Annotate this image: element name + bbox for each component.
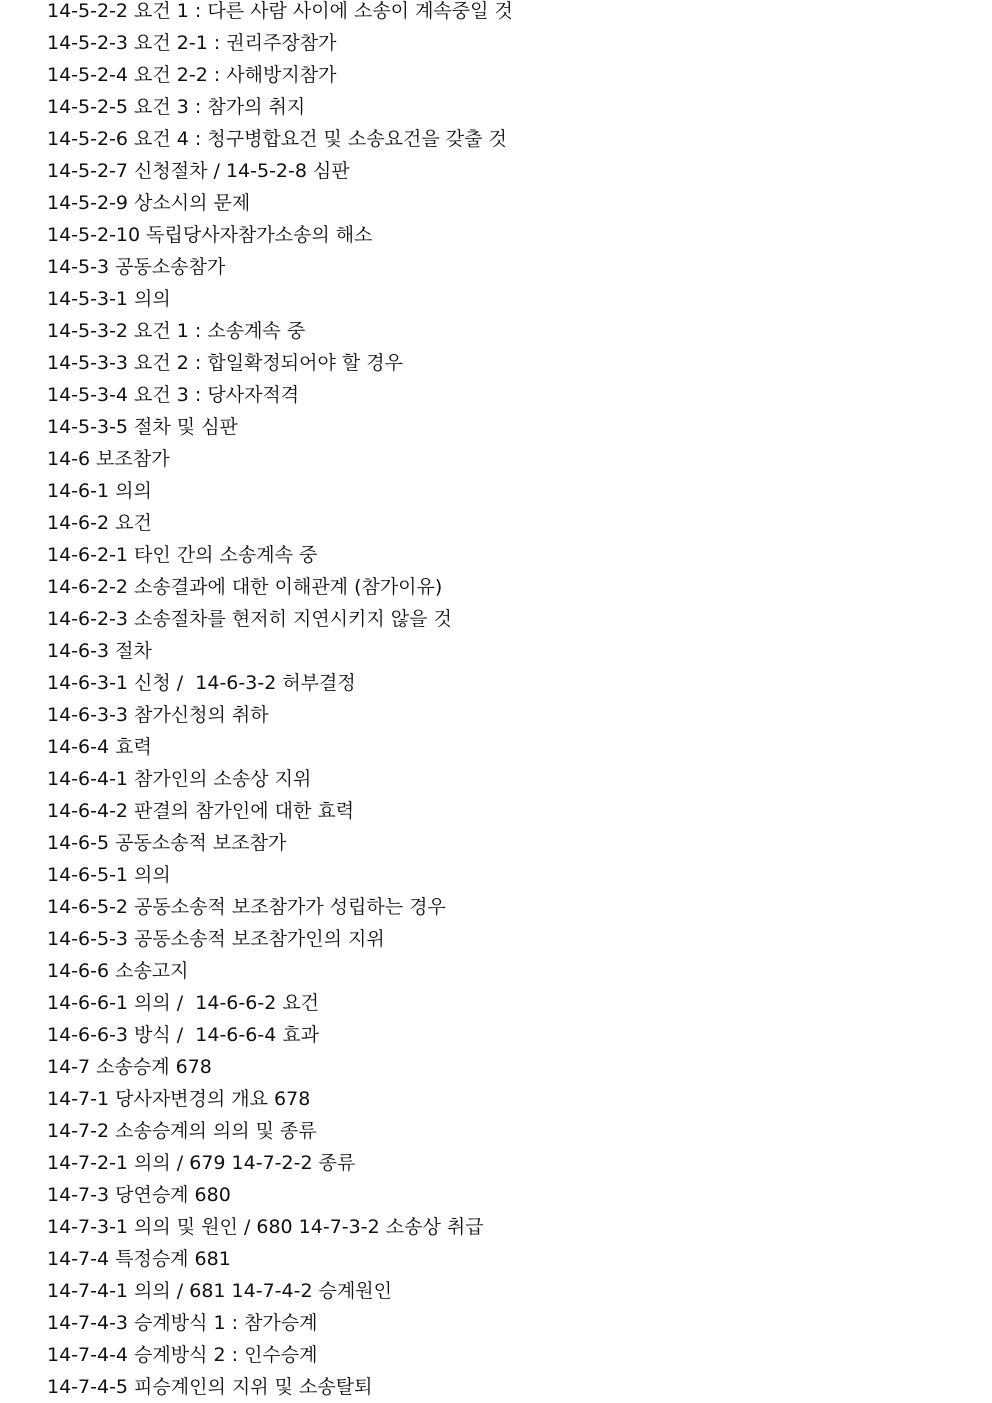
toc-entry: 14-6-2-1 타인 간의 소송계속 중 — [47, 544, 318, 566]
toc-entry: 14-6-3 절차 — [47, 640, 152, 662]
toc-entry: 14-6-1 의의 — [47, 480, 152, 502]
toc-entry: 14-6-2 요건 — [47, 512, 152, 534]
toc-entry: 14-6-3-1 신청 / 14-6-3-2 허부결정 — [47, 672, 356, 694]
toc-entry: 14-7 소송승계 678 — [47, 1056, 212, 1078]
toc-entry: 14-7-2 소송승계의 의의 및 종류 — [47, 1120, 317, 1142]
toc-entry: 14-5-2-10 독립당사자참가소송의 해소 — [47, 224, 373, 246]
toc-entry: 14-6-5 공동소송적 보조참가 — [47, 832, 287, 854]
toc-entry: 14-7-4-1 의의 / 681 14-7-4-2 승계원인 — [47, 1280, 393, 1302]
toc-entry: 14-6-6-1 의의 / 14-6-6-2 요건 — [47, 992, 320, 1014]
toc-entry: 14-7-4 특정승계 681 — [47, 1248, 231, 1270]
toc-entry: 14-7-3-1 의의 및 원인 / 680 14-7-3-2 소송상 취급 — [47, 1216, 484, 1238]
toc-entry: 14-6-3-3 참가신청의 취하 — [47, 704, 269, 726]
toc-entry: 14-5-3-2 요건 1 : 소송계속 중 — [47, 320, 306, 342]
toc-entry: 14-5-2-6 요건 4 : 청구병합요건 및 소송요건을 갖출 것 — [47, 128, 507, 150]
toc-entry: 14-6-6-3 방식 / 14-6-6-4 효과 — [47, 1024, 320, 1046]
toc-entry: 14-7-4-3 승계방식 1 : 참가승계 — [47, 1312, 318, 1334]
toc-entry: 14-7-4-4 승계방식 2 : 인수승계 — [47, 1344, 318, 1366]
toc-entry: 14-6-4-2 판결의 참가인에 대한 효력 — [47, 800, 355, 822]
toc-entry: 14-5-3-1 의의 — [47, 288, 171, 310]
toc-entry: 14-7-3 당연승계 680 — [47, 1184, 231, 1206]
toc-entry: 14-5-3 공동소송참가 — [47, 256, 226, 278]
toc-entry: 14-6-5-3 공동소송적 보조참가인의 지위 — [47, 928, 385, 950]
table-of-contents — [47, 0, 967, 1403]
toc-entry: 14-5-2-7 신청절차 / 14-5-2-8 심판 — [47, 160, 350, 182]
toc-entry: 14-6-5-2 공동소송적 보조참가가 성립하는 경우 — [47, 896, 446, 918]
toc-entry: 14-6-6 소송고지 — [47, 960, 189, 982]
toc-entry: 14-5-2-4 요건 2-2 : 사해방지참가 — [47, 64, 337, 86]
toc-entry: 14-5-2-3 요건 2-1 : 권리주장참가 — [47, 32, 337, 54]
toc-entry: 14-6-4-1 참가인의 소송상 지위 — [47, 768, 312, 790]
toc-entry: 14-6-2-2 소송결과에 대한 이해관계 (참가이유) — [47, 576, 443, 598]
toc-entry: 14-6 보조참가 — [47, 448, 170, 470]
toc-entry: 14-5-2-2 요건 1 : 다른 사람 사이에 소송이 계속중일 것 — [47, 0, 513, 22]
toc-entry: 14-5-3-4 요건 3 : 당사자적격 — [47, 384, 300, 406]
toc-entry: 14-5-2-9 상소시의 문제 — [47, 192, 251, 214]
toc-entry: 14-5-2-5 요건 3 : 참가의 취지 — [47, 96, 306, 118]
toc-entry: 14-6-4 효력 — [47, 736, 152, 758]
toc-entry: 14-6-5-1 의의 — [47, 864, 171, 886]
toc-entry: 14-7-4-5 피승계인의 지위 및 소송탈퇴 — [47, 1376, 373, 1398]
toc-entry: 14-5-3-3 요건 2 : 합일확정되어야 할 경우 — [47, 352, 403, 374]
toc-entry: 14-7-1 당사자변경의 개요 678 — [47, 1088, 311, 1110]
toc-entry: 14-6-2-3 소송절차를 현저히 지연시키지 않을 것 — [47, 608, 452, 630]
toc-entry: 14-7-2-1 의의 / 679 14-7-2-2 종류 — [47, 1152, 356, 1174]
toc-entry: 14-5-3-5 절차 및 심판 — [47, 416, 238, 438]
